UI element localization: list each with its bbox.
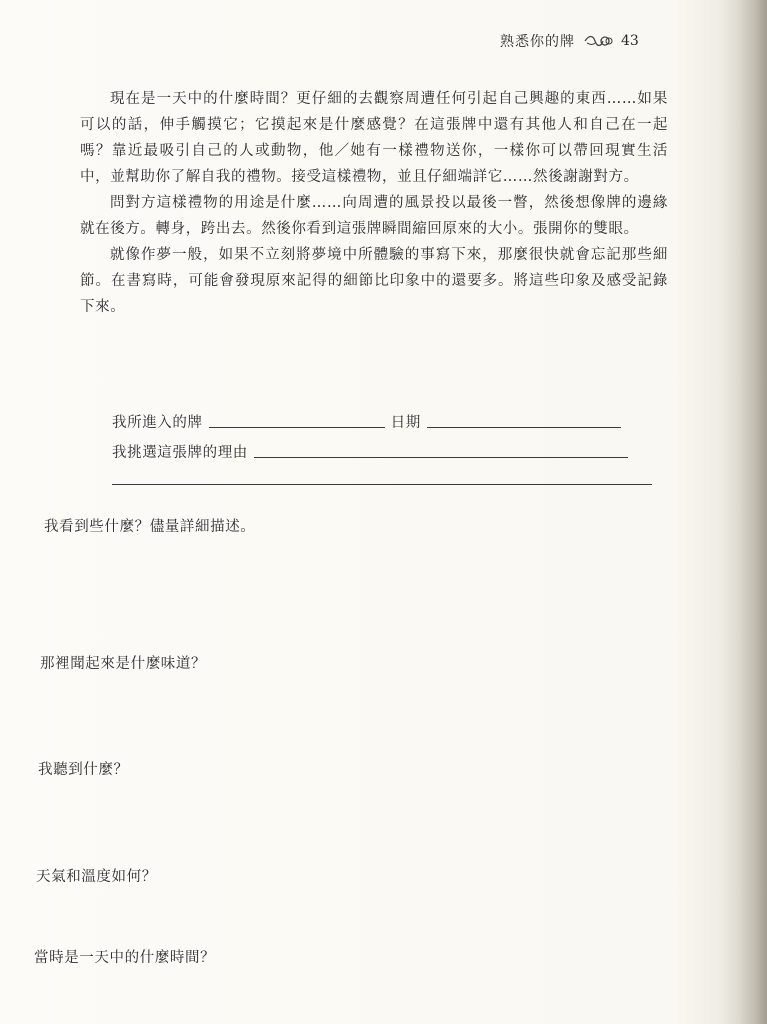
prompt-smell: 那裡聞起來是什麼味道？ — [40, 656, 207, 672]
paragraph: 問對方這樣禮物的用途是什麼……向周遭的風景投以最後一瞥，然後想像牌的邊緣就在後方。轉身，跨出去。然後你看到這張牌瞬間縮回原來的大小。張開你的雙眼。 — [80, 195, 668, 237]
page-gutter-shadow — [739, 0, 767, 1024]
date-blank-line[interactable] — [427, 411, 621, 428]
page-number: 43 — [621, 33, 639, 49]
reason-continuation-line[interactable] — [112, 462, 652, 485]
card-date-row — [112, 402, 657, 432]
entry-form — [112, 402, 657, 485]
date-label: 日期 — [390, 415, 421, 431]
body-text — [80, 86, 668, 320]
paragraph: 現在是一天中的什麼時間？更仔細的去觀察周遭任何引起自己興趣的東西……如果可以的話，伸手觸摸它；它摸起來是什麼感覺？在這張牌中還有其他人和自己在一起嗎？靠近最吸引自己的人或動物，他／她有一樣禮物送你，一樣你可以帶回現實生活中，並幫助你了解自我的禮物。接受這樣禮物，並且仔細端詳它……然後謝謝對方。 — [80, 91, 668, 185]
reason-blank-line[interactable] — [254, 441, 628, 458]
page-header — [500, 28, 670, 54]
reason-row — [112, 432, 657, 462]
prompt-hear: 我聽到什麼？ — [38, 762, 129, 778]
prompt-see: 我看到些什麼？儘量詳細描述。 — [44, 519, 256, 535]
reason-label: 我挑選這張牌的理由 — [112, 445, 248, 461]
card-label: 我所進入的牌 — [112, 415, 203, 431]
card-blank-line[interactable] — [209, 411, 385, 428]
prompt-time: 當時是一天中的什麼時間？ — [34, 950, 216, 966]
running-title: 熟悉你的牌 — [500, 34, 575, 50]
prompt-weather: 天氣和溫度如何？ — [36, 869, 157, 885]
paragraph: 就像作夢一般，如果不立刻將夢境中所體驗的事寫下來，那麼很快就會忘記那些細節。在書寫時，可能會發現原來記得的細節比印象中的還要多。將這些印象及感受記錄下來。 — [80, 247, 668, 315]
decorative-flourish-icon — [583, 33, 613, 49]
